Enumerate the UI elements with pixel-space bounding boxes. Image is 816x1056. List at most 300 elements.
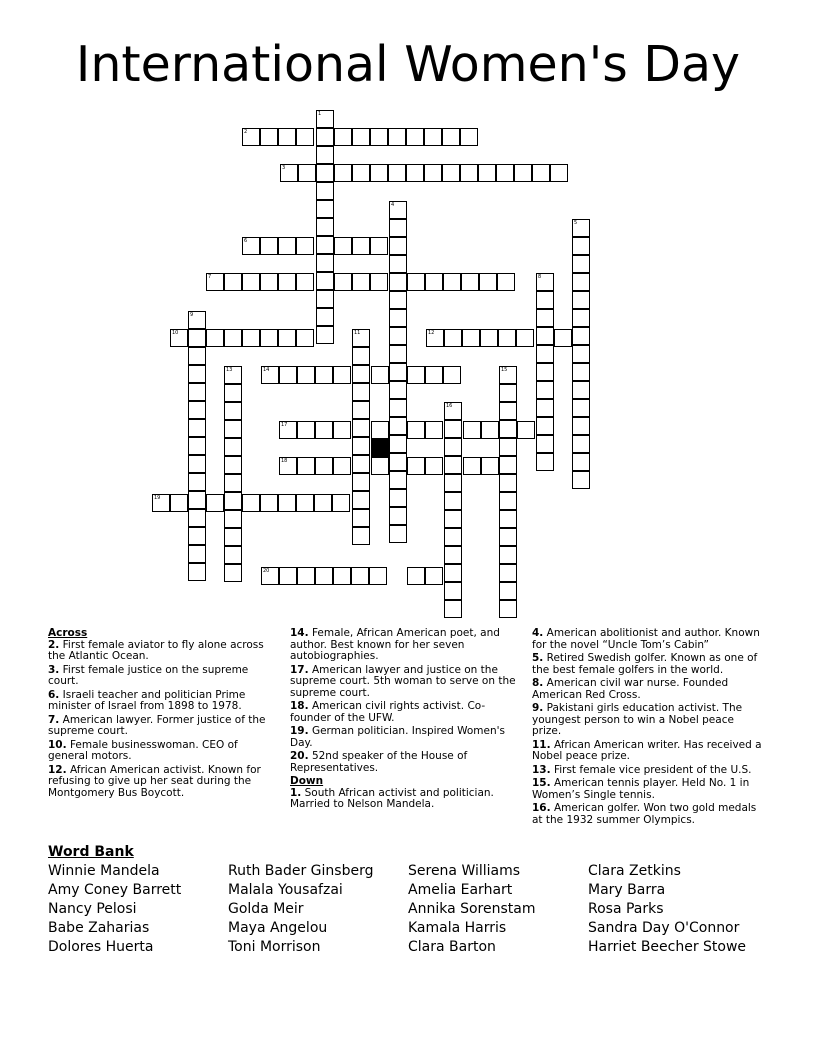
grid-cell[interactable] [572, 273, 590, 291]
grid-cell[interactable] [316, 326, 334, 344]
clue-number: 11 [354, 330, 361, 336]
grid-cell[interactable] [499, 456, 517, 474]
grid-cell[interactable] [352, 128, 370, 146]
grid-cell[interactable] [389, 219, 407, 237]
grid-cell[interactable] [242, 329, 260, 347]
grid-cell[interactable] [188, 563, 206, 581]
grid-cell[interactable] [242, 237, 260, 255]
grid-cell[interactable] [316, 236, 334, 254]
grid-cell[interactable] [316, 110, 334, 128]
grid-cell[interactable] [188, 383, 206, 401]
grid-cell[interactable] [371, 366, 389, 384]
grid-cell[interactable] [572, 435, 590, 453]
clue-number: 15. [532, 777, 551, 789]
grid-cell[interactable] [224, 510, 242, 528]
grid-cell[interactable] [297, 366, 315, 384]
grid-cell[interactable] [334, 237, 352, 255]
grid-cell[interactable] [444, 420, 462, 438]
clue [48, 740, 276, 763]
grid-cell[interactable] [388, 164, 406, 182]
grid-cell[interactable] [333, 421, 351, 439]
grid-cell[interactable] [152, 494, 170, 512]
grid-cell[interactable] [444, 329, 462, 347]
grid-cell[interactable] [280, 164, 298, 182]
clue [532, 740, 764, 763]
grid-cell[interactable] [478, 164, 496, 182]
grid-cell[interactable] [389, 507, 407, 525]
grid-cell[interactable] [278, 128, 296, 146]
clue-text: American lawyer and justice on the supreme court. 5th woman to serve on the supreme court. [290, 663, 516, 699]
grid-cell[interactable] [370, 273, 388, 291]
grid-cell[interactable] [316, 218, 334, 236]
grid-cell[interactable] [352, 473, 370, 491]
grid-cell[interactable] [170, 329, 188, 347]
grid-cell[interactable] [314, 494, 332, 512]
grid-cell[interactable] [352, 509, 370, 527]
grid-cell[interactable] [572, 219, 590, 237]
word-bank-entry: Clara Barton [408, 939, 496, 955]
grid-cell[interactable] [444, 564, 462, 582]
grid-cell[interactable] [499, 582, 517, 600]
clue-number: 14. [290, 627, 309, 639]
grid-cell[interactable] [188, 473, 206, 491]
grid-cell[interactable] [260, 237, 278, 255]
clue [532, 703, 764, 738]
grid-cell[interactable] [479, 273, 497, 291]
grid-cell[interactable] [443, 273, 461, 291]
grid-cell[interactable] [315, 567, 333, 585]
grid-cell[interactable] [443, 366, 461, 384]
clue-number: 16. [532, 802, 551, 814]
grid-cell[interactable] [406, 164, 424, 182]
grid-cell[interactable] [352, 237, 370, 255]
grid-cell[interactable] [170, 494, 188, 512]
grid-cell[interactable] [352, 347, 370, 365]
grid-cell[interactable] [352, 455, 370, 473]
clue [48, 765, 276, 800]
word-bank-entry: Maya Angelou [228, 920, 328, 936]
grid-cell[interactable] [499, 600, 517, 618]
clue-number: 13. [532, 763, 551, 776]
grid-cell[interactable] [499, 438, 517, 456]
grid-cell[interactable] [444, 546, 462, 564]
grid-cell[interactable] [572, 309, 590, 327]
clue-number: 11. [532, 738, 551, 751]
grid-cell[interactable] [296, 237, 314, 255]
grid-cell[interactable] [444, 528, 462, 546]
clue-text: American civil war nurse. Founded American Red Cross. [532, 677, 729, 701]
grid-cell[interactable] [444, 582, 462, 600]
grid-cell[interactable] [224, 456, 242, 474]
grid-cell[interactable] [442, 128, 460, 146]
grid-cell[interactable] [224, 438, 242, 456]
clue-number: 19. [290, 725, 309, 737]
grid-cell[interactable] [536, 435, 554, 453]
clue-number: 7. [48, 713, 60, 726]
grid-cell[interactable] [224, 273, 242, 291]
grid-cell[interactable] [444, 510, 462, 528]
grid-cell[interactable] [260, 494, 278, 512]
clue-text: Female businesswoman. CEO of general motors. [48, 738, 238, 762]
grid-cell[interactable] [296, 273, 314, 291]
grid-cell[interactable] [351, 567, 369, 585]
grid-cell[interactable] [333, 366, 351, 384]
grid-cell[interactable] [352, 401, 370, 419]
clue-number: 4. [532, 627, 544, 639]
grid-cell[interactable] [334, 164, 352, 182]
grid-cell[interactable] [315, 421, 333, 439]
grid-cell[interactable] [532, 164, 550, 182]
grid-cell[interactable] [224, 329, 242, 347]
down-header: Down [290, 775, 324, 787]
grid-cell[interactable] [572, 291, 590, 309]
word-bank-entry: Mary Barra [588, 882, 666, 898]
grid-cell[interactable] [572, 471, 590, 489]
clue [290, 628, 522, 663]
grid-cell[interactable] [352, 419, 370, 437]
grid-cell[interactable] [536, 381, 554, 399]
grid-cell[interactable] [389, 363, 407, 381]
grid-cell[interactable] [497, 273, 515, 291]
grid-cell[interactable] [316, 128, 334, 146]
grid-cell[interactable] [516, 329, 534, 347]
clue-text: American abolitionist and author. Known for the novel “Uncle Tom’s Cabin” [532, 627, 760, 651]
grid-cell[interactable] [499, 564, 517, 582]
grid-cell[interactable] [462, 329, 480, 347]
across-header: Across [48, 627, 88, 639]
word-bank-title: Word Bank [48, 844, 134, 860]
grid-cell[interactable] [389, 345, 407, 363]
grid-cell[interactable] [188, 509, 206, 527]
grid-cell[interactable] [536, 417, 554, 435]
grid-cell[interactable] [261, 567, 279, 585]
grid-cell[interactable] [316, 272, 334, 290]
grid-cell[interactable] [316, 308, 334, 326]
grid-cell[interactable] [499, 384, 517, 402]
grid-cell[interactable] [316, 182, 334, 200]
grid-cell[interactable] [242, 128, 260, 146]
grid-cell[interactable] [188, 329, 206, 347]
grid-cell[interactable] [442, 164, 460, 182]
grid-cell[interactable] [572, 255, 590, 273]
grid-cell[interactable] [370, 128, 388, 146]
clue-text: American golfer. Won two gold medals at the 1932 summer Olympics. [532, 802, 757, 826]
grid-cell[interactable] [334, 128, 352, 146]
grid-cell[interactable] [572, 237, 590, 255]
grid-cell[interactable] [444, 600, 462, 618]
grid-cell[interactable] [369, 567, 387, 585]
clue-number: 13 [226, 367, 233, 373]
grid-cell[interactable] [389, 489, 407, 507]
grid-cell[interactable] [206, 273, 224, 291]
grid-cell[interactable] [188, 347, 206, 365]
grid-cell[interactable] [260, 329, 278, 347]
grid-cell[interactable] [188, 527, 206, 545]
grid-cell[interactable] [188, 545, 206, 563]
clue [532, 678, 764, 701]
grid-cell[interactable] [298, 164, 316, 182]
grid-cell[interactable] [315, 457, 333, 475]
clue-number: 9. [532, 702, 544, 714]
grid-cell[interactable] [297, 567, 315, 585]
grid-cell[interactable] [188, 311, 206, 329]
grid-cell[interactable] [242, 494, 260, 512]
grid-cell[interactable] [352, 365, 370, 383]
grid-cell[interactable] [407, 457, 425, 475]
grid-cell[interactable] [536, 399, 554, 417]
grid-cell[interactable] [242, 273, 260, 291]
grid-cell[interactable] [425, 421, 443, 439]
grid-cell[interactable] [389, 417, 407, 435]
clue-number: 5 [574, 220, 578, 226]
black-cell [371, 439, 389, 457]
grid-cell[interactable] [316, 290, 334, 308]
grid-cell[interactable] [224, 402, 242, 420]
grid-cell[interactable] [352, 329, 370, 347]
clue-number: 9 [190, 312, 194, 318]
grid-cell[interactable] [316, 254, 334, 272]
grid-cell[interactable] [389, 309, 407, 327]
grid-cell[interactable] [461, 273, 479, 291]
word-bank-entry: Golda Meir [228, 901, 304, 917]
grid-cell[interactable] [554, 329, 572, 347]
clue-number: 10. [48, 738, 67, 751]
grid-cell[interactable] [316, 200, 334, 218]
clue-number: 3. [48, 663, 60, 676]
grid-cell[interactable] [352, 527, 370, 545]
clue [532, 778, 764, 801]
grid-cell[interactable] [279, 457, 297, 475]
grid-cell[interactable] [389, 237, 407, 255]
grid-cell[interactable] [333, 567, 351, 585]
grid-cell[interactable] [389, 453, 407, 471]
clue-number: 2 [244, 129, 248, 135]
grid-cell[interactable] [352, 164, 370, 182]
grid-cell[interactable] [334, 273, 352, 291]
grid-cell[interactable] [499, 546, 517, 564]
grid-cell[interactable] [224, 564, 242, 582]
grid-cell[interactable] [315, 366, 333, 384]
grid-cell[interactable] [352, 491, 370, 509]
grid-cell[interactable] [499, 366, 517, 384]
grid-cell[interactable] [279, 567, 297, 585]
word-bank-column-3 [408, 862, 536, 957]
grid-cell[interactable] [188, 365, 206, 383]
grid-cell[interactable] [425, 366, 443, 384]
clue-number: 12. [48, 763, 67, 776]
clue-text: Female, African American poet, and author. Best known for her seven autobiographies. [290, 627, 500, 662]
clue-text: First female vice president of the U.S. [550, 763, 752, 776]
grid-cell[interactable] [316, 146, 334, 164]
clue-text: 52nd speaker of the House of Representatives. [290, 750, 468, 774]
grid-cell[interactable] [463, 457, 481, 475]
grid-cell[interactable] [536, 291, 554, 309]
grid-cell[interactable] [206, 329, 224, 347]
grid-cell[interactable] [572, 327, 590, 345]
grid-cell[interactable] [352, 273, 370, 291]
grid-cell[interactable] [444, 438, 462, 456]
grid-cell[interactable] [316, 164, 334, 182]
word-bank-entry: Dolores Huerta [48, 939, 154, 955]
grid-cell[interactable] [425, 457, 443, 475]
grid-cell[interactable] [260, 128, 278, 146]
clue [290, 788, 522, 811]
grid-cell[interactable] [389, 435, 407, 453]
grid-cell[interactable] [352, 437, 370, 455]
clue-number: 8. [532, 677, 544, 689]
clue-number: 10 [172, 330, 179, 336]
clue-text: Pakistani girls education activist. The youngest person to win a Nobel peace prize. [532, 702, 743, 737]
grid-cell[interactable] [572, 453, 590, 471]
grid-cell[interactable] [279, 366, 297, 384]
grid-cell[interactable] [481, 457, 499, 475]
grid-cell[interactable] [498, 329, 516, 347]
grid-cell[interactable] [536, 363, 554, 381]
grid-cell[interactable] [407, 273, 425, 291]
grid-cell[interactable] [389, 291, 407, 309]
clue-text: Israeli teacher and politician Prime minister of Israel from 1898 to 1978. [48, 688, 246, 712]
clue [48, 665, 276, 688]
grid-cell[interactable] [352, 383, 370, 401]
grid-cell[interactable] [407, 421, 425, 439]
word-bank-column-1 [48, 862, 181, 957]
clue-number: 17 [281, 422, 288, 428]
grid-cell[interactable] [279, 421, 297, 439]
grid-cell[interactable] [371, 457, 389, 475]
grid-cell[interactable] [224, 420, 242, 438]
word-bank-entry: Nancy Pelosi [48, 901, 137, 917]
grid-cell[interactable] [224, 546, 242, 564]
grid-cell[interactable] [444, 492, 462, 510]
grid-cell[interactable] [224, 528, 242, 546]
grid-cell[interactable] [499, 474, 517, 492]
clue-text: American civil rights activist. Co-founder of the UFW. [290, 700, 486, 724]
word-bank-entry: Clara Zetkins [588, 863, 681, 879]
grid-cell[interactable] [536, 327, 554, 345]
grid-cell[interactable] [463, 421, 481, 439]
grid-cell[interactable] [499, 510, 517, 528]
grid-cell[interactable] [424, 164, 442, 182]
grid-cell[interactable] [260, 273, 278, 291]
grid-cell[interactable] [206, 494, 224, 512]
grid-cell[interactable] [389, 327, 407, 345]
grid-cell[interactable] [296, 329, 314, 347]
grid-cell[interactable] [572, 381, 590, 399]
grid-cell[interactable] [550, 164, 568, 182]
grid-cell[interactable] [572, 345, 590, 363]
grid-cell[interactable] [460, 128, 478, 146]
grid-cell[interactable] [407, 366, 425, 384]
word-bank-entry: Amelia Earhart [408, 882, 513, 898]
grid-cell[interactable] [224, 474, 242, 492]
grid-cell[interactable] [536, 273, 554, 291]
grid-cell[interactable] [406, 128, 424, 146]
grid-cell[interactable] [389, 201, 407, 219]
grid-cell[interactable] [188, 455, 206, 473]
clue [48, 640, 276, 663]
grid-cell[interactable] [278, 494, 296, 512]
grid-cell[interactable] [407, 567, 425, 585]
clue-text: African American activist. Known for refusing to give up her seat during the Montgomery Bus Boycott. [48, 763, 261, 799]
clue-number: 12 [428, 330, 435, 336]
grid-cell[interactable] [572, 363, 590, 381]
grid-cell[interactable] [188, 437, 206, 455]
grid-cell[interactable] [536, 453, 554, 471]
grid-cell[interactable] [499, 492, 517, 510]
clue-number: 3 [282, 165, 286, 171]
grid-cell[interactable] [536, 345, 554, 363]
grid-cell[interactable] [296, 128, 314, 146]
grid-cell[interactable] [261, 366, 279, 384]
grid-cell[interactable] [444, 474, 462, 492]
grid-cell[interactable] [389, 471, 407, 489]
grid-cell[interactable] [460, 164, 478, 182]
word-bank-entry: Sandra Day O'Connor [588, 920, 740, 936]
word-bank-entry: Malala Yousafzai [228, 882, 343, 898]
grid-cell[interactable] [388, 128, 406, 146]
grid-cell[interactable] [572, 417, 590, 435]
grid-cell[interactable] [278, 237, 296, 255]
clue-number: 5. [532, 652, 544, 664]
grid-cell[interactable] [389, 399, 407, 417]
grid-cell[interactable] [332, 494, 350, 512]
grid-cell[interactable] [297, 457, 315, 475]
grid-cell[interactable] [370, 237, 388, 255]
grid-cell[interactable] [480, 329, 498, 347]
grid-cell[interactable] [389, 273, 407, 291]
grid-cell[interactable] [389, 381, 407, 399]
grid-cell[interactable] [426, 329, 444, 347]
grid-cell[interactable] [444, 456, 462, 474]
grid-cell[interactable] [481, 421, 499, 439]
clue-text: American lawyer. Former justice of the supreme court. [48, 713, 266, 737]
clue-number: 1 [318, 111, 322, 117]
grid-cell[interactable] [333, 457, 351, 475]
grid-cell[interactable] [499, 420, 517, 438]
grid-cell[interactable] [496, 164, 514, 182]
grid-cell[interactable] [444, 402, 462, 420]
grid-cell[interactable] [370, 164, 388, 182]
grid-cell[interactable] [224, 384, 242, 402]
grid-cell[interactable] [278, 329, 296, 347]
grid-cell[interactable] [278, 273, 296, 291]
grid-cell[interactable] [188, 491, 206, 509]
grid-cell[interactable] [499, 528, 517, 546]
grid-cell[interactable] [296, 494, 314, 512]
grid-cell[interactable] [514, 164, 532, 182]
grid-cell[interactable] [572, 399, 590, 417]
grid-cell[interactable] [224, 492, 242, 510]
clue-number: 8 [538, 274, 542, 280]
grid-cell[interactable] [517, 421, 535, 439]
grid-cell[interactable] [389, 525, 407, 543]
grid-cell[interactable] [499, 402, 517, 420]
grid-cell[interactable] [371, 421, 389, 439]
clue-number: 7 [208, 274, 212, 280]
clue [48, 715, 276, 738]
clue-number: 6. [48, 688, 60, 701]
grid-cell[interactable] [425, 567, 443, 585]
word-bank-entry: Ruth Bader Ginsberg [228, 863, 374, 879]
grid-cell[interactable] [389, 255, 407, 273]
grid-cell[interactable] [536, 309, 554, 327]
grid-cell[interactable] [224, 366, 242, 384]
grid-cell[interactable] [425, 273, 443, 291]
grid-cell[interactable] [424, 128, 442, 146]
grid-cell[interactable] [297, 421, 315, 439]
grid-cell[interactable] [188, 419, 206, 437]
grid-cell[interactable] [188, 401, 206, 419]
